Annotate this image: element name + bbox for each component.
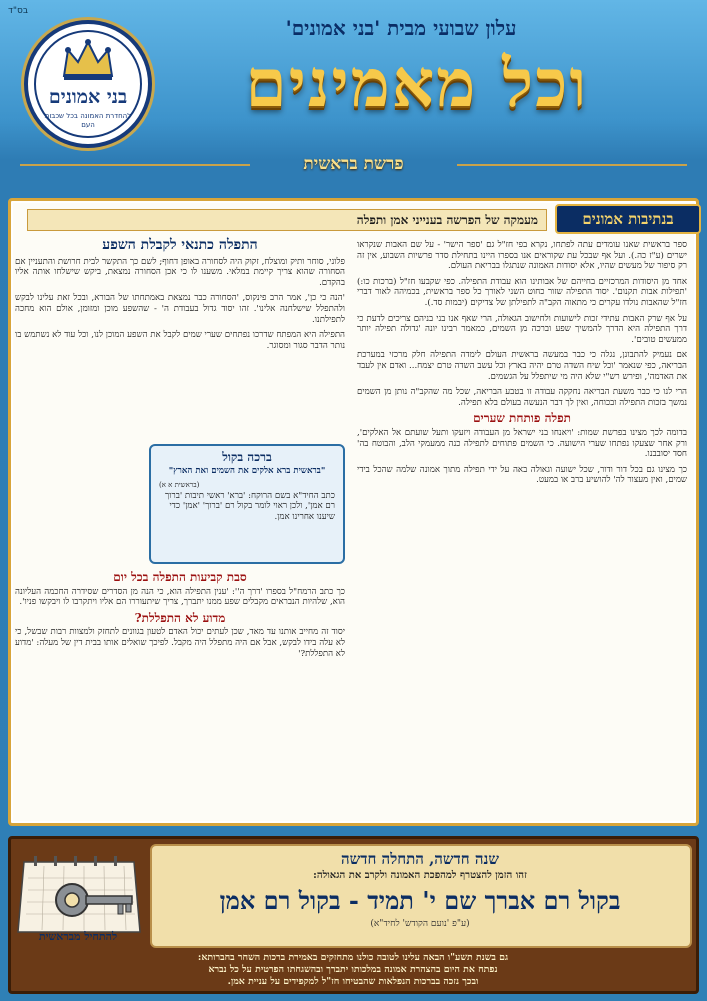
logo-name: בני אמונים xyxy=(48,86,128,108)
article-column-left xyxy=(15,237,345,356)
promo-title: שנה חדשה, התחלה חדשה xyxy=(341,850,499,868)
logo-subtitle: להחדרת האמונה בכל שכבות העם xyxy=(44,112,132,129)
blessing-box xyxy=(149,444,345,564)
header xyxy=(0,14,707,154)
promo-footer-line: נפתח את היום בהצהרת אמונה במלכותו יתברך ובהשגחתו הפרטית על כל נברא xyxy=(208,964,498,975)
parasha-ornament-left xyxy=(20,164,250,166)
article-title: התפלה כתנאי לקבלת השפע xyxy=(102,237,258,253)
promo-subtitle: זהו הזמן להצטרף למהפכת האמונה ולקרב את הגאולה: xyxy=(313,870,527,881)
section-heading: מדוע לא התפללת? xyxy=(134,610,226,625)
paragraph: על אף שרק האבות עתידי זכות לישועות ולחישוב הגאולה, הרי שאף אנו בני בניהם צריכים לדעת כי דרך התפילה היא הדרך להמשיך שפע וברכה מן השמים, כמאמר רבינו יונה 'גדולה תפילה יותר ממעשים טובים'. xyxy=(357,313,687,345)
blessing-body: כתב החיד"א בשם הרוקח: 'ברא' ראשי תיבות 'ברוך רם אמן', ולכן ראוי לומר בקול רם 'ברוך' 'אמן' כדי שיענו אחרינו אמן. xyxy=(165,490,335,522)
paragraph: 'הנה כי כן', אמר הרב פינקוס, 'הסחורה כבר נמצאת באמתחתו של הבורא, ובכל זאת עלינו לבקש ולהתפלל שישלחנה אלינו'. זהו יסוד גדול בעבודת ה' - שהשפע מוכן ומזומן, אולם הוא מחכה לתפילתנו. xyxy=(15,293,345,325)
paragraph: אם נעמיק להתבונן, נגלה כי כבר במעשה בראשית העולם לימדה התפילה חלק מרכזי במערכת הבריאה, כפי שנאמר 'וכל שיח השדה טרם יהיה בארץ וכל עשב השדה טרם יצמח... ואדם אין לעבד את האדמה', ופירש רש"י שלא היה מי שיתפלל על הגשמים. xyxy=(357,350,687,382)
promo-source: (ע"פ 'נועם הקודש' לחיד"א) xyxy=(370,919,470,929)
article-column-right xyxy=(357,240,687,491)
corner-mark: בס"ד xyxy=(8,6,29,16)
paragraph: ספר בראשית שאנו עומדים עתה לפתחו, נקרא בפי חז"ל גם 'ספר הישר' - על שם האבות שנקראו ישרים (ע"ז כה.). ועל אף שבכל עת שקוראים אנו בספרו היינו בתחילת סדר פרשיות השבוע, אין זה רק סיפור של מעשים שהיו, אלא יסודות האמונה שנתגלו בבריאת העולם. xyxy=(357,240,687,272)
paragraph: יסוד זה מחייב אותנו עד מאד, שכן לעתים יכול האדם לטעון בגוונים לתחזק ולמצוות רבות שבשל, כי לא עלה בידו לבקש, אבל אם היה מתפלל היה מקבל. לפיכך שואלים אותו בבית דין של מעלה: 'מדוע לא התפללת?' xyxy=(15,627,345,659)
paragraph: פלוני, סוחר ותיק ומוצלח, זקוק היה לסחורה באופן דחוף; לשם כך התקשר לבית חרושת והתעניין אם הסחורה שהוא צריך קיימת במלאי. משענו לו כי אכן הסחורה נמצאת, ביקש שישלחו אותה אליו בהקדם. xyxy=(15,256,345,288)
calendar-label: להתחיל מבראשית xyxy=(38,930,118,943)
blessing-verse: "בראשית ברא אלקים את השמים ואת הארץ" xyxy=(168,465,326,476)
promo-footer-line: גם בשנת תשע"ו הבאה עלינו לטובה כולנו מתחזקים באמירת ברכות השחר בחברותא: xyxy=(197,952,509,963)
tagline: עלון שבועי מבית 'בני אמונים' xyxy=(285,16,517,40)
section-tab: בנתיבות אמונים xyxy=(555,204,701,234)
masthead-title: וכל מאמינים xyxy=(245,44,589,122)
paragraph: כך כתב הרמח"ל בספרו 'דרך ה'': 'ענין התפילה הוא, כי הנה מן הסדרים שסידרה החכמה העליונה הוא, שלהיות הנבראים מקבלים שפע ממנו יתברך, צריך שיתעוררו הם אליו ויתקרבו לו ויבקשו פניו'. xyxy=(15,586,345,608)
paragraph: התפילה היא המפתח שדרכו נפתחים שערי שמים לקבל את השפע המוכן לנו, וכל עוד לא נשתמש בו נותר הדבר סגור ומסוגר. xyxy=(15,330,345,351)
article-column-left-lower xyxy=(15,568,345,664)
parasha-ornament-right xyxy=(457,164,687,166)
section-heading: סבת קביעות התפלה בכל יום xyxy=(113,570,247,584)
paragraph: הרי לנו כי כבר משעת הבריאה נחקקה עבודה זו בטבע הבריאה, שכל מה שהקב"ה נותן מן השמים נמשך בזכות התפילה ובכוחה, ואין לך דבר הנעשה בעולם בלא תפילה. xyxy=(357,387,687,408)
blessing-source: (בראשית א א) xyxy=(159,481,200,490)
parasha-name: פרשת בראשית xyxy=(303,154,404,174)
paragraph: אחד מן היסודות המרכזיים בחייהם של אבותינו הוא עבודת התפילה. כפי שקבעו חז"ל (ברכות כו:) 'תפילות אבות תקנום'. יסוד התפילה שזור כחוט השני לאורך כל ספר בראשית, בכמיהה לאור דברי חז"ל שהאבות נולדו עקרים כי מתאוה הקב"ה לתפילתן של צדיקים (יבמות סד.). xyxy=(357,276,687,308)
paragraph: כך מצינו גם בכל דור ודור, שכל ישועה וגאולה באה על ידי תפילה מתוך אמונה שלמה שהכל בידי שמים, ואין מעצור לה' להושיע ברב או במעט. xyxy=(357,464,687,486)
promo-slogan: בקול רם אברך שם י' תמיד - בקול רם אמן xyxy=(219,886,621,915)
section-heading: תפלה פותחת שערים xyxy=(473,411,571,426)
promo-footer xyxy=(14,952,692,988)
parasha-bar xyxy=(0,154,707,176)
crown-icon xyxy=(60,38,116,82)
paragraph: בדומה לכך מצינו בפרשת שמות: 'ויאנחו בני ישראל מן העבודה ויזעקו ותעל שועתם אל האלקים', ורק אחר שצעקו נפתחו שערי הישועה. כי השמים פתוחים לתפילה כנה ממעמקי הלב, והבוטח בה' חסד יסובבנו. xyxy=(357,427,687,460)
section-subtitle: מעמקה של הפרשה בענייני אמן ותפלה xyxy=(27,209,547,231)
promo-footer-line: ובכך נזכה בברכות הנפלאות שהבטיחו חז"ל למקפידים על עניית אמן. xyxy=(227,976,479,987)
blessing-title: ברכה בקול xyxy=(222,450,272,464)
logo xyxy=(24,20,152,148)
